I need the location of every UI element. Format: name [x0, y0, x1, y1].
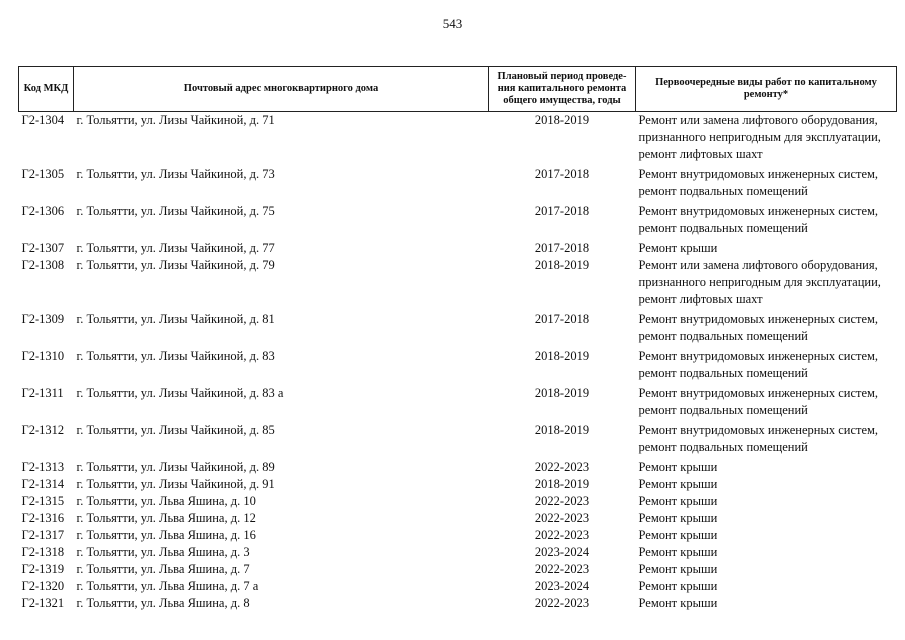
cell-period: 2018-2019	[534, 349, 590, 363]
cell-code: Г2-1313	[21, 460, 65, 474]
cell-code: Г2-1319	[21, 562, 65, 576]
cell-works: Ремонт крыши	[638, 545, 718, 559]
table-row	[19, 166, 897, 203]
cell-code: Г2-1306	[21, 204, 65, 218]
capital-repair-table	[18, 66, 897, 612]
table-row	[19, 348, 897, 385]
cell-works: Ремонт крыши	[638, 511, 718, 525]
cell-code: Г2-1318	[21, 545, 65, 559]
cell-code: Г2-1316	[21, 511, 65, 525]
cell-period: 2022-2023	[534, 528, 590, 542]
cell-works: Ремонт или замена лифтового оборудования, признанного непригодным для эксплуатации, ремонт лифтовых шахт	[638, 113, 881, 161]
cell-code: Г2-1308	[21, 258, 65, 272]
cell-address: г. Тольятти, ул. Льва Яшина, д. 10	[76, 494, 256, 508]
table-row	[19, 493, 897, 510]
cell-works: Ремонт крыши	[638, 596, 718, 610]
cell-code: Г2-1320	[21, 579, 65, 593]
cell-period: 2018-2019	[534, 477, 590, 491]
cell-code: Г2-1311	[21, 386, 64, 400]
header-period: Плановый период проведе-ния капитального ремонта общего имущества, годы	[489, 67, 636, 112]
cell-period: 2017-2018	[534, 312, 590, 326]
table-row	[19, 544, 897, 561]
table-row	[19, 510, 897, 527]
cell-code: Г2-1321	[21, 596, 65, 610]
table-body	[19, 112, 897, 613]
cell-works: Ремонт внутридомовых инженерных систем, ремонт подвальных помещений	[638, 204, 879, 235]
cell-address: г. Тольятти, ул. Лизы Чайкиной, д. 83	[76, 349, 275, 363]
cell-code: Г2-1304	[21, 113, 65, 127]
cell-works: Ремонт внутридомовых инженерных систем, ремонт подвальных помещений	[638, 167, 879, 198]
cell-address: г. Тольятти, ул. Лизы Чайкиной, д. 73	[76, 167, 275, 181]
cell-code: Г2-1315	[21, 494, 65, 508]
cell-address: г. Тольятти, ул. Лизы Чайкиной, д. 83 а	[76, 386, 284, 400]
table-row	[19, 422, 897, 459]
cell-address: г. Тольятти, ул. Лизы Чайкиной, д. 79	[76, 258, 275, 272]
cell-address: г. Тольятти, ул. Льва Яшина, д. 3	[76, 545, 250, 559]
cell-address: г. Тольятти, ул. Лизы Чайкиной, д. 77	[76, 241, 275, 255]
cell-address: г. Тольятти, ул. Льва Яшина, д. 8	[76, 596, 250, 610]
cell-address: г. Тольятти, ул. Льва Яшина, д. 7	[76, 562, 250, 576]
table-row	[19, 595, 897, 612]
cell-period: 2022-2023	[534, 562, 590, 576]
cell-code: Г2-1307	[21, 241, 65, 255]
table-row	[19, 459, 897, 476]
cell-address: г. Тольятти, ул. Лизы Чайкиной, д. 85	[76, 423, 275, 437]
cell-period: 2022-2023	[534, 596, 590, 610]
cell-works: Ремонт внутридомовых инженерных систем, ремонт подвальных помещений	[638, 349, 879, 380]
cell-works: Ремонт крыши	[638, 579, 718, 593]
table-row	[19, 476, 897, 493]
cell-period: 2017-2018	[534, 241, 590, 255]
cell-code: Г2-1312	[21, 423, 65, 437]
cell-address: г. Тольятти, ул. Льва Яшина, д. 12	[76, 511, 256, 525]
table-row	[19, 385, 897, 422]
cell-period: 2017-2018	[534, 167, 590, 181]
cell-address: г. Тольятти, ул. Льва Яшина, д. 7 а	[76, 579, 259, 593]
cell-code: Г2-1314	[21, 477, 65, 491]
cell-address: г. Тольятти, ул. Лизы Чайкиной, д. 91	[76, 477, 275, 491]
page-number: 543	[442, 16, 463, 31]
cell-period: 2022-2023	[534, 494, 590, 508]
cell-period: 2022-2023	[534, 511, 590, 525]
header-works: Первоочередные виды работ по капитальному ремонту*	[636, 67, 897, 112]
cell-works: Ремонт внутридомовых инженерных систем, ремонт подвальных помещений	[638, 386, 879, 417]
cell-works: Ремонт или замена лифтового оборудования, признанного непригодным для эксплуатации, ремонт лифтовых шахт	[638, 258, 881, 306]
cell-works: Ремонт крыши	[638, 528, 718, 542]
cell-address: г. Тольятти, ул. Лизы Чайкиной, д. 75	[76, 204, 275, 218]
cell-works: Ремонт крыши	[638, 241, 718, 255]
cell-address: г. Тольятти, ул. Лизы Чайкиной, д. 81	[76, 312, 275, 326]
cell-address: г. Тольятти, ул. Лизы Чайкиной, д. 71	[76, 113, 275, 127]
cell-period: 2017-2018	[534, 204, 590, 218]
cell-period: 2018-2019	[534, 113, 590, 127]
table-row	[19, 257, 897, 311]
header-address: Почтовый адрес многоквартирного дома	[74, 67, 489, 112]
cell-address: г. Тольятти, ул. Льва Яшина, д. 16	[76, 528, 256, 542]
table-row	[19, 240, 897, 257]
table-header-row	[19, 67, 897, 112]
table-row	[19, 578, 897, 595]
cell-period: 2018-2019	[534, 386, 590, 400]
table-row	[19, 561, 897, 578]
cell-code: Г2-1317	[21, 528, 65, 542]
cell-works: Ремонт внутридомовых инженерных систем, ремонт подвальных помещений	[638, 423, 879, 454]
cell-works: Ремонт крыши	[638, 494, 718, 508]
cell-period: 2022-2023	[534, 460, 590, 474]
table-row	[19, 527, 897, 544]
table-row	[19, 112, 897, 167]
cell-code: Г2-1309	[21, 312, 65, 326]
cell-works: Ремонт крыши	[638, 477, 718, 491]
cell-period: 2018-2019	[534, 258, 590, 272]
cell-works: Ремонт крыши	[638, 460, 718, 474]
table-row	[19, 311, 897, 348]
cell-code: Г2-1310	[21, 349, 65, 363]
table-row	[19, 203, 897, 240]
cell-period: 2023-2024	[534, 545, 590, 559]
cell-period: 2023-2024	[534, 579, 590, 593]
cell-address: г. Тольятти, ул. Лизы Чайкиной, д. 89	[76, 460, 275, 474]
cell-works: Ремонт крыши	[638, 562, 718, 576]
cell-code: Г2-1305	[21, 167, 65, 181]
header-code: Код МКД	[19, 67, 74, 112]
cell-period: 2018-2019	[534, 423, 590, 437]
cell-works: Ремонт внутридомовых инженерных систем, ремонт подвальных помещений	[638, 312, 879, 343]
